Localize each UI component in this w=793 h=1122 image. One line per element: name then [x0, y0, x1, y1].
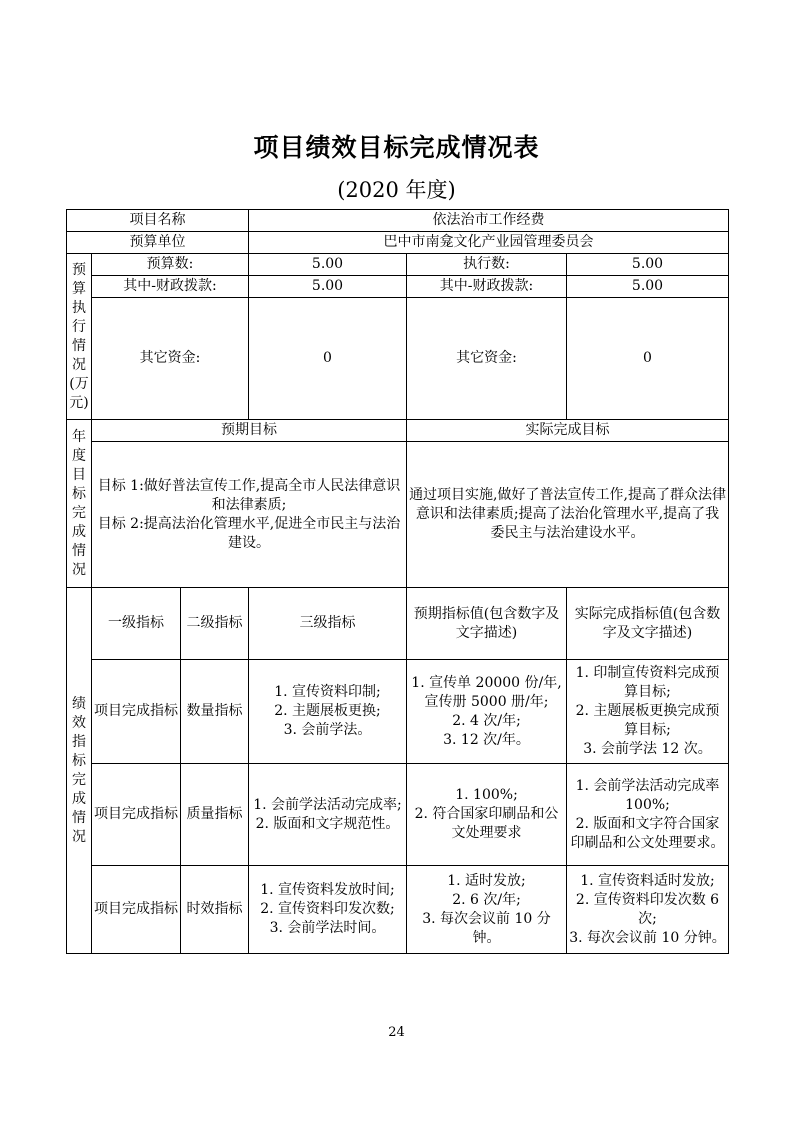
fiscal-label: 其中-财政拨款:	[92, 276, 249, 298]
perf-header-level2: 二级指标	[181, 588, 249, 660]
perf-level1: 项目完成指标	[92, 764, 181, 866]
page-number: 24	[388, 1025, 405, 1040]
budget-unit-value: 巴中市南龛文化产业园管理委员会	[249, 232, 729, 254]
perf-expected: 1. 适时发放; 2. 6 次/年; 3. 每次会议前 10 分钟。	[407, 866, 567, 954]
table-row	[67, 660, 729, 764]
budget-label: 预算数:	[92, 254, 249, 276]
exec-label: 执行数:	[407, 254, 567, 276]
other-value: 0	[249, 298, 407, 420]
perf-header-actual: 实际完成指标值(包含数字及文字描述)	[567, 588, 729, 660]
actual-goal-header: 实际完成目标	[407, 420, 729, 442]
page-subtitle: (2020 年度)	[337, 178, 456, 202]
perf-level2: 质量指标	[181, 764, 249, 866]
other-label: 其它资金:	[92, 298, 249, 420]
budget-section-label: 预算执行情况(万元)	[67, 254, 92, 420]
table-row	[67, 210, 729, 232]
expected-goal-header: 预期目标	[92, 420, 407, 442]
table-row	[67, 232, 729, 254]
perf-level3: 1. 宣传资料发放时间; 2. 宣传资料印发次数; 3. 会前学法时间。	[249, 866, 407, 954]
page-title: 项目绩效目标完成情况表	[253, 133, 540, 162]
project-name-label: 项目名称	[67, 210, 249, 232]
perf-header-level3: 三级指标	[249, 588, 407, 660]
table-row	[67, 588, 729, 660]
perf-expected: 1. 100%; 2. 符合国家印刷品和公文处理要求	[407, 764, 567, 866]
table-row	[67, 254, 729, 276]
perf-level2: 时效指标	[181, 866, 249, 954]
perf-actual: 1. 宣传资料适时发放; 2. 宣传资料印发次数 6 次; 3. 每次会议前 10 分钟。	[567, 866, 729, 954]
exec-value: 5.00	[567, 254, 729, 276]
perf-level3: 1. 会前学法活动完成率; 2. 版面和文字规范性。	[249, 764, 407, 866]
project-name-value: 依法治市工作经费	[249, 210, 729, 232]
table-row	[67, 764, 729, 866]
fiscal-value: 5.00	[249, 276, 407, 298]
perf-header-expected: 预期指标值(包含数字及文字描述)	[407, 588, 567, 660]
perf-actual: 1. 印制宣传资料完成预算目标; 2. 主题展板更换完成预算目标; 3. 会前学法 12 次。	[567, 660, 729, 764]
actual-goal-text: 通过项目实施,做好了普法宣传工作,提高了群众法律意识和法律素质;提高了法治化管理水平,提高了我委民主与法治建设水平。	[407, 442, 729, 588]
fiscal-value-2: 5.00	[567, 276, 729, 298]
perf-level3: 1. 宣传资料印制; 2. 主题展板更换; 3. 会前学法。	[249, 660, 407, 764]
perf-expected: 1. 宣传单 20000 份/年,宣传册 5000 册/年; 2. 4 次/年; 3. 12 次/年。	[407, 660, 567, 764]
table-row	[67, 866, 729, 954]
expected-goal-text: 目标 1:做好普法宣传工作,提高全市人民法律意识和法律素质; 目标 2:提高法治化管理水平,促进全市民主与法治建设。	[92, 442, 407, 588]
perf-level1: 项目完成指标	[92, 660, 181, 764]
annual-section-label: 年度目标完成情况	[67, 420, 92, 588]
table-row	[67, 276, 729, 298]
budget-value: 5.00	[249, 254, 407, 276]
budget-unit-label: 预算单位	[67, 232, 249, 254]
perf-actual: 1. 会前学法活动完成率 100%; 2. 版面和文字符合国家印刷品和公文处理要求。	[567, 764, 729, 866]
table-row	[67, 442, 729, 588]
performance-table	[66, 209, 729, 954]
table-row	[67, 298, 729, 420]
perf-header-level1: 一级指标	[92, 588, 181, 660]
perf-level1: 项目完成指标	[92, 866, 181, 954]
fiscal-label-2: 其中-财政拨款:	[407, 276, 567, 298]
perf-level2: 数量指标	[181, 660, 249, 764]
table-row	[67, 420, 729, 442]
perf-section-label: 绩效指标完成情况	[67, 588, 92, 954]
other-label-2: 其它资金:	[407, 298, 567, 420]
other-value-2: 0	[567, 298, 729, 420]
